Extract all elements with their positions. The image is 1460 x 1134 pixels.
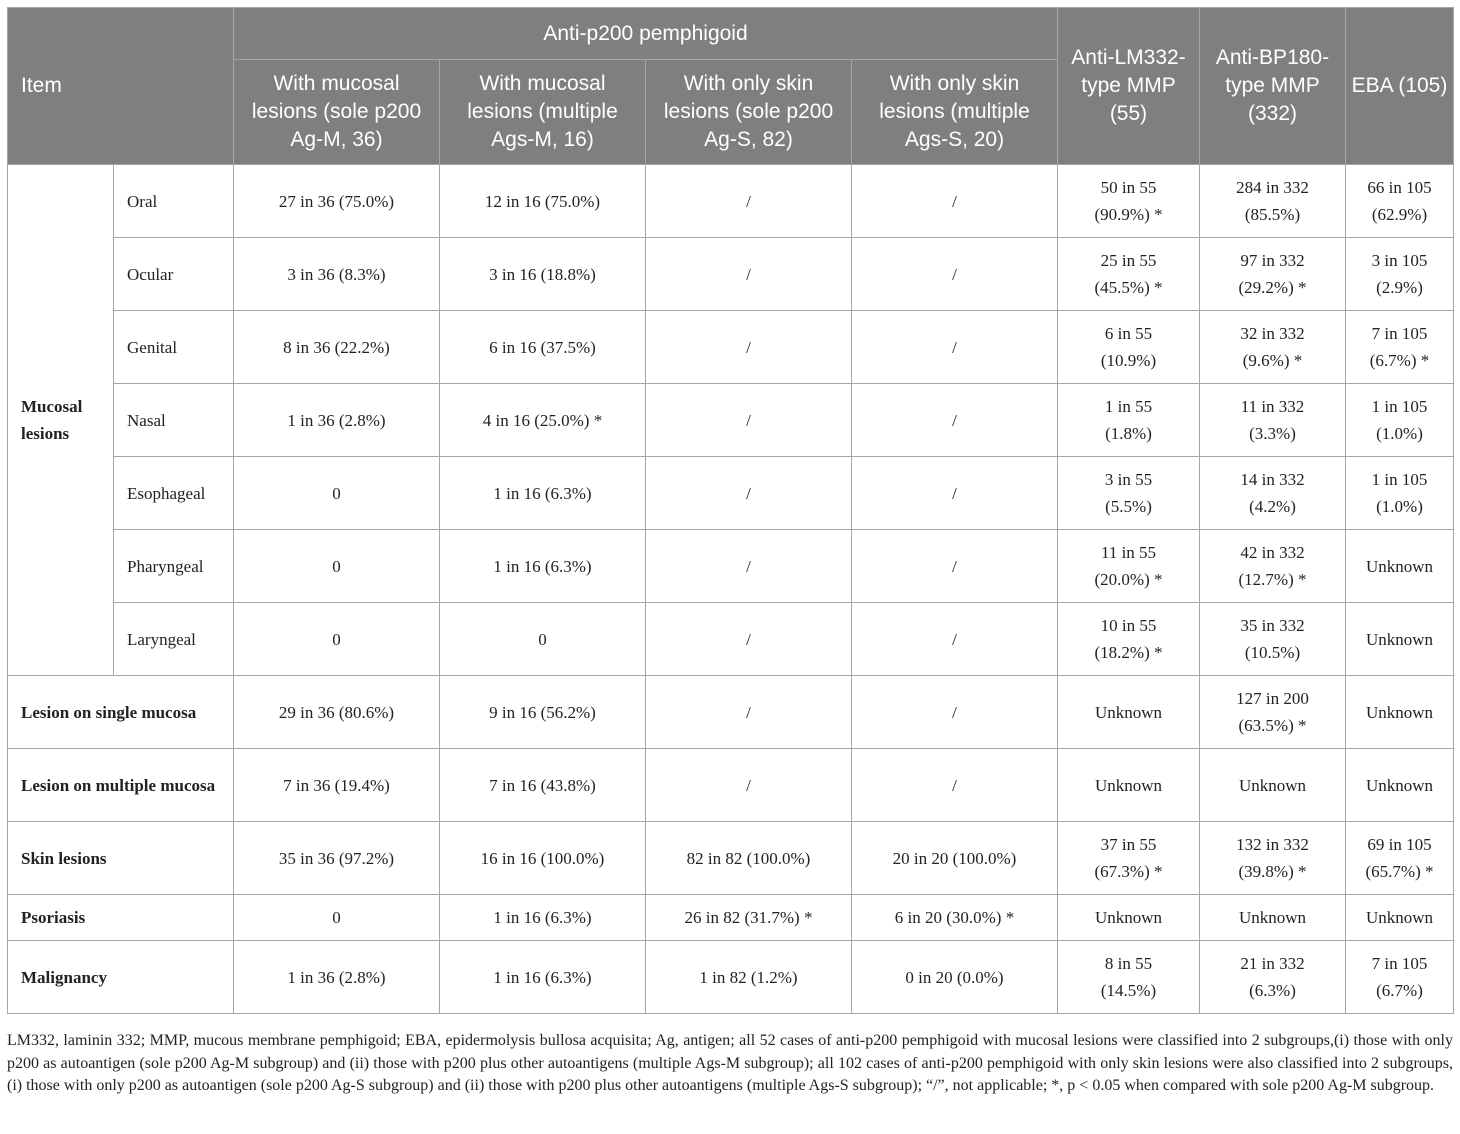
table-cell: / <box>646 457 852 530</box>
table-cell: 27 in 36 (75.0%) <box>234 165 440 238</box>
table-cell: 3 in 105 (2.9%) <box>1346 238 1454 311</box>
table-cell: 0 <box>440 603 646 676</box>
table-cell: 3 in 36 (8.3%) <box>234 238 440 311</box>
table-cell: 1 in 105 (1.0%) <box>1346 457 1454 530</box>
row-label: Ocular <box>114 238 234 311</box>
table-cell: 0 <box>234 603 440 676</box>
table-row <box>8 165 1454 238</box>
table-row <box>8 603 1454 676</box>
table-cell: 1 in 82 (1.2%) <box>646 941 852 1014</box>
table-cell: 0 in 20 (0.0%) <box>852 941 1058 1014</box>
table-cell: 3 in 55 (5.5%) <box>1058 457 1200 530</box>
table-cell: / <box>646 311 852 384</box>
table-row <box>8 457 1454 530</box>
table-cell: 1 in 16 (6.3%) <box>440 530 646 603</box>
table-cell: 6 in 55 (10.9%) <box>1058 311 1200 384</box>
header-item: Item <box>8 8 234 165</box>
table-cell: 12 in 16 (75.0%) <box>440 165 646 238</box>
table-cell: 0 <box>234 530 440 603</box>
table-cell: / <box>852 603 1058 676</box>
table-cell: 32 in 332 (9.6%) * <box>1200 311 1346 384</box>
row-group-label: Mucosal lesions <box>8 165 114 676</box>
table-cell: 6 in 20 (30.0%) * <box>852 895 1058 941</box>
table-cell: 284 in 332 (85.5%) <box>1200 165 1346 238</box>
table-cell: 11 in 55 (20.0%) * <box>1058 530 1200 603</box>
table-cell: 35 in 332 (10.5%) <box>1200 603 1346 676</box>
table-cell: Unknown <box>1200 895 1346 941</box>
table-cell: 9 in 16 (56.2%) <box>440 676 646 749</box>
table-cell: 7 in 16 (43.8%) <box>440 749 646 822</box>
table-cell: / <box>646 384 852 457</box>
table-row <box>8 238 1454 311</box>
header-anti-lm332: Anti-LM332-type MMP (55) <box>1058 8 1200 165</box>
row-label: Laryngeal <box>114 603 234 676</box>
table-cell: Unknown <box>1058 749 1200 822</box>
header-multiple-ags-m: With mucosal lesions (multiple Ags-M, 16) <box>440 60 646 165</box>
table-cell: 10 in 55 (18.2%) * <box>1058 603 1200 676</box>
table-cell: 1 in 16 (6.3%) <box>440 941 646 1014</box>
table-cell: 50 in 55 (90.9%) * <box>1058 165 1200 238</box>
table-cell: / <box>852 384 1058 457</box>
table-row <box>8 311 1454 384</box>
table-cell: / <box>852 311 1058 384</box>
table-row <box>8 384 1454 457</box>
table-cell: / <box>852 165 1058 238</box>
table-cell: 97 in 332 (29.2%) * <box>1200 238 1346 311</box>
table-cell: / <box>646 749 852 822</box>
table-row <box>8 676 1454 749</box>
table-cell: 7 in 36 (19.4%) <box>234 749 440 822</box>
table-cell: 0 <box>234 457 440 530</box>
table-cell: 3 in 16 (18.8%) <box>440 238 646 311</box>
table-row <box>8 822 1454 895</box>
header-eba: EBA (105) <box>1346 8 1454 165</box>
row-label: Pharyngeal <box>114 530 234 603</box>
table-cell: 11 in 332 (3.3%) <box>1200 384 1346 457</box>
table-cell: Unknown <box>1058 676 1200 749</box>
table-cell: 8 in 36 (22.2%) <box>234 311 440 384</box>
header-anti-bp180: Anti-BP180-type MMP (332) <box>1200 8 1346 165</box>
table-cell: Unknown <box>1346 603 1454 676</box>
table-cell: 1 in 16 (6.3%) <box>440 895 646 941</box>
table-footnote: LM332, laminin 332; MMP, mucous membrane pemphigoid; EBA, epidermolysis bullosa acquisita; Ag, antigen; all 52 cases of anti-p200 pemphigoid with mucosal lesions were classified into 2 subgroups,(i) those with only p200 as autoantigen (sole p200 Ag-M subgroup) and (ii) those with p200 plus other autoantigens (multiple Ags-M subgroup); all 102 cases of anti-p200 pemphigoid with only skin lesions were also classified into 2 subgroups, (i) those with only p200 as autoantigen (sole p200 Ag-S subgroup) and (ii) those with p200 plus other autoantigens (multiple Ags-S subgroup); “/”, not applicable; *, p < 0.05 when compared with sole p200 Ag-M subgroup. <box>7 1032 1453 1094</box>
table-cell: 132 in 332 (39.8%) * <box>1200 822 1346 895</box>
table-row <box>8 749 1454 822</box>
table-cell: / <box>646 530 852 603</box>
table-cell: 127 in 200 (63.5%) * <box>1200 676 1346 749</box>
table-cell: 37 in 55 (67.3%) * <box>1058 822 1200 895</box>
row-label: Oral <box>114 165 234 238</box>
table-cell: 1 in 36 (2.8%) <box>234 384 440 457</box>
table-cell: 1 in 55 (1.8%) <box>1058 384 1200 457</box>
row-label: Esophageal <box>114 457 234 530</box>
table-cell: 82 in 82 (100.0%) <box>646 822 852 895</box>
comparison-table <box>7 7 1454 1014</box>
table-cell: 26 in 82 (31.7%) * <box>646 895 852 941</box>
table-cell: 6 in 16 (37.5%) <box>440 311 646 384</box>
table-cell: / <box>852 749 1058 822</box>
table-cell: / <box>852 238 1058 311</box>
table-cell: 1 in 105 (1.0%) <box>1346 384 1454 457</box>
table-cell: 4 in 16 (25.0%) * <box>440 384 646 457</box>
header-group-anti-p200: Anti-p200 pemphigoid <box>234 8 1058 60</box>
table-cell: 1 in 36 (2.8%) <box>234 941 440 1014</box>
row-label: Lesion on single mucosa <box>8 676 234 749</box>
table-cell: / <box>646 603 852 676</box>
table-cell: 8 in 55 (14.5%) <box>1058 941 1200 1014</box>
table-cell: 29 in 36 (80.6%) <box>234 676 440 749</box>
table-cell: / <box>852 676 1058 749</box>
table-row <box>8 895 1454 941</box>
table-cell: 35 in 36 (97.2%) <box>234 822 440 895</box>
table-cell: Unknown <box>1058 895 1200 941</box>
table-row <box>8 941 1454 1014</box>
table-cell: 1 in 16 (6.3%) <box>440 457 646 530</box>
table-cell: / <box>852 457 1058 530</box>
row-label: Malignancy <box>8 941 234 1014</box>
table-row <box>8 530 1454 603</box>
table-cell: / <box>646 676 852 749</box>
table-cell: / <box>852 530 1058 603</box>
table-cell: / <box>646 238 852 311</box>
row-label: Skin lesions <box>8 822 234 895</box>
header-sole-p200-ag-s: With only skin lesions (sole p200 Ag-S, 82) <box>646 60 852 165</box>
row-label: Lesion on multiple mucosa <box>8 749 234 822</box>
table-body <box>8 165 1454 1014</box>
table-cell: 42 in 332 (12.7%) * <box>1200 530 1346 603</box>
row-label: Genital <box>114 311 234 384</box>
table-cell: 0 <box>234 895 440 941</box>
table-cell: 21 in 332 (6.3%) <box>1200 941 1346 1014</box>
table-cell: Unknown <box>1346 530 1454 603</box>
table-cell: 7 in 105 (6.7%) * <box>1346 311 1454 384</box>
table-cell: / <box>646 165 852 238</box>
header-multiple-ags-s: With only skin lesions (multiple Ags-S, 20) <box>852 60 1058 165</box>
header-sole-p200-ag-m: With mucosal lesions (sole p200 Ag-M, 36) <box>234 60 440 165</box>
table-cell: 66 in 105 (62.9%) <box>1346 165 1454 238</box>
table-cell: 69 in 105 (65.7%) * <box>1346 822 1454 895</box>
row-label: Nasal <box>114 384 234 457</box>
table-cell: Unknown <box>1200 749 1346 822</box>
table-cell: Unknown <box>1346 749 1454 822</box>
table-cell: 25 in 55 (45.5%) * <box>1058 238 1200 311</box>
table-cell: 14 in 332 (4.2%) <box>1200 457 1346 530</box>
row-label: Psoriasis <box>8 895 234 941</box>
table-cell: 7 in 105 (6.7%) <box>1346 941 1454 1014</box>
table-cell: 20 in 20 (100.0%) <box>852 822 1058 895</box>
table-cell: 16 in 16 (100.0%) <box>440 822 646 895</box>
table-cell: Unknown <box>1346 676 1454 749</box>
table-cell: Unknown <box>1346 895 1454 941</box>
